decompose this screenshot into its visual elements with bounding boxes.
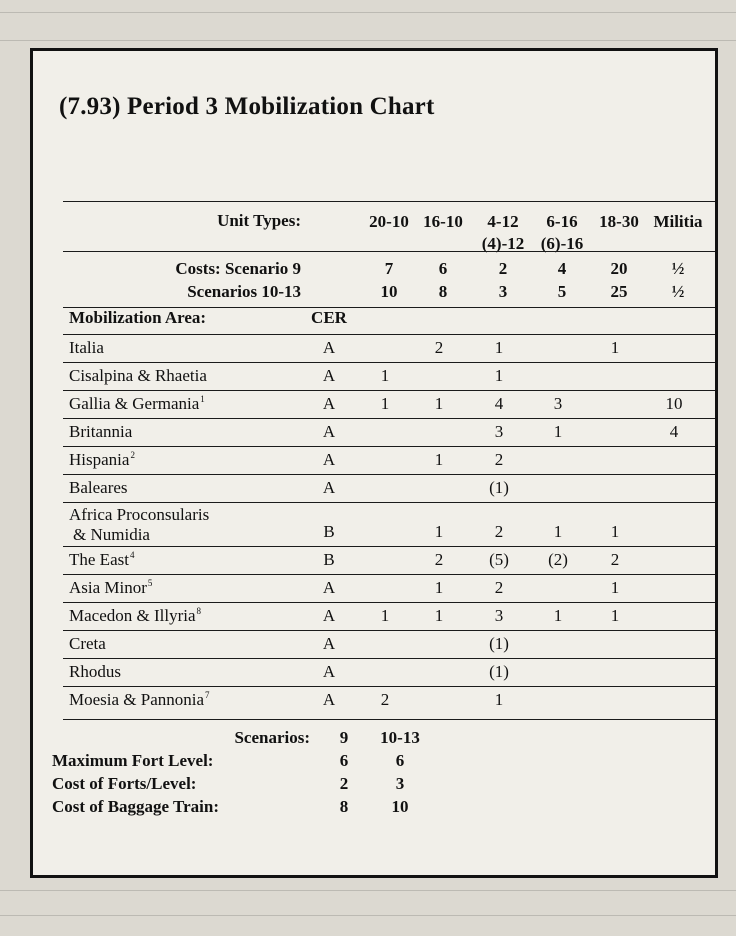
cost-s9-20-10: 7 <box>384 259 394 278</box>
footnote-marker: 2 <box>130 450 135 461</box>
area-cer: A <box>322 450 336 469</box>
area-name <box>69 550 134 570</box>
area-value-16-10: 2 <box>434 550 444 569</box>
cost-s1013-16-10: 8 <box>438 282 448 301</box>
area-value-16-10: 2 <box>434 338 444 357</box>
area-name-line1: Africa Proconsularis <box>69 505 210 524</box>
area-value-6-16: 1 <box>553 606 563 625</box>
area-value-6-16: 1 <box>553 422 563 441</box>
area-value-16-10: 1 <box>434 606 444 625</box>
cost-baggage-s1013: 10 <box>391 797 409 816</box>
area-cer: A <box>322 634 336 653</box>
row-rule <box>63 686 715 687</box>
rule <box>63 251 715 252</box>
row-rule <box>63 334 715 335</box>
area-value-militia: 4 <box>669 422 679 441</box>
row-rule <box>63 418 715 419</box>
area-name <box>69 366 207 386</box>
max-fort-level-s9: 6 <box>339 751 349 770</box>
area-cer: A <box>322 422 336 441</box>
area-value-4-12: 1 <box>494 690 504 709</box>
area-value-4-12: (1) <box>489 634 509 653</box>
area-name-text: The East <box>69 550 129 569</box>
cost-s9-4-12: 2 <box>498 259 508 278</box>
area-name <box>69 662 121 682</box>
scenario-9: 9 <box>339 728 349 747</box>
area-value-militia: 10 <box>665 394 683 413</box>
area-name <box>69 394 205 414</box>
cost-s1013-20-10: 10 <box>380 282 398 301</box>
cost-forts-s1013: 3 <box>395 774 405 793</box>
cost-s1013-18-30: 25 <box>610 282 628 301</box>
area-value-6-16: (2) <box>548 550 568 569</box>
area-value-6-16: 3 <box>553 394 563 413</box>
footnote-marker: 8 <box>196 606 202 617</box>
row-rule <box>63 630 715 631</box>
area-name-text: Creta <box>69 634 106 653</box>
row-rule <box>63 574 715 575</box>
cost-forts-label: Cost of Forts/Level: <box>52 774 197 793</box>
area-value-16-10: 1 <box>434 522 444 541</box>
cost-s9-18-30: 20 <box>610 259 628 278</box>
area-name <box>69 690 210 710</box>
area-value-20-10: 1 <box>380 394 390 413</box>
area-name-text: Moesia & Pannonia <box>69 690 205 709</box>
cost-s9-16-10: 6 <box>438 259 448 278</box>
row-rule <box>63 446 715 447</box>
footnote-marker: 1 <box>200 394 205 405</box>
unit-type-militia: Militia <box>653 212 703 231</box>
row-rule <box>63 474 715 475</box>
area-value-4-12: 1 <box>494 366 504 385</box>
area-value-4-12: 2 <box>494 450 504 469</box>
area-value-18-30: 1 <box>610 578 620 597</box>
area-name <box>69 578 152 598</box>
area-value-4-12: 2 <box>494 522 504 541</box>
area-cer: A <box>322 394 336 413</box>
area-cer: B <box>323 522 335 541</box>
unit-type-4-12: 4-12 (4)-12 <box>481 212 525 253</box>
row-rule <box>63 658 715 659</box>
rule <box>63 719 715 720</box>
unit-types-label: Unit Types: <box>217 211 301 230</box>
unit-type-16-10: 16-10 <box>423 212 463 231</box>
area-name-text: Rhodus <box>69 662 121 681</box>
area-value-18-30: 2 <box>610 550 620 569</box>
area-value-4-12: 2 <box>494 578 504 597</box>
area-value-4-12: (5) <box>489 550 509 569</box>
area-cer: A <box>322 662 336 681</box>
area-name-text: Cisalpina & Rhaetia <box>69 366 207 385</box>
footnote-marker: 5 <box>147 578 153 589</box>
row-rule <box>63 390 715 391</box>
footnote-marker: 4 <box>129 550 135 561</box>
mobilization-chart-card <box>30 48 718 878</box>
unit-type-6-16: 6-16 (6)-16 <box>540 212 584 253</box>
area-value-18-30: 1 <box>610 522 620 541</box>
area-value-16-10: 1 <box>434 450 444 469</box>
costs-scenario1013-label: Scenarios 10-13 <box>187 282 301 301</box>
mobilization-area-label: Mobilization Area: <box>69 308 207 327</box>
area-cer: A <box>322 690 336 709</box>
area-name <box>69 634 106 654</box>
cost-forts-s9: 2 <box>339 774 349 793</box>
chart-title: (7.93) Period 3 Mobilization Chart <box>59 93 435 120</box>
area-value-20-10: 1 <box>380 366 390 385</box>
area-value-16-10: 1 <box>434 394 444 413</box>
row-rule <box>63 362 715 363</box>
cer-label: CER <box>311 308 347 327</box>
max-fort-level-s1013: 6 <box>395 751 405 770</box>
area-value-18-30: 1 <box>610 606 620 625</box>
cost-s1013-6-16: 5 <box>557 282 567 301</box>
area-value-16-10: 1 <box>434 578 444 597</box>
area-value-4-12: (1) <box>489 478 509 497</box>
area-name-text: Baleares <box>69 478 128 497</box>
area-cer: B <box>323 550 335 569</box>
cost-s9-6-16: 4 <box>557 259 567 278</box>
scenarios-label: Scenarios: <box>234 728 310 747</box>
area-cer: A <box>322 606 336 625</box>
cost-s1013-4-12: 3 <box>498 282 508 301</box>
rule <box>63 201 715 202</box>
area-value-6-16: 1 <box>553 522 563 541</box>
area-name-text: Hispania <box>69 450 130 469</box>
area-value-4-12: (1) <box>489 662 509 681</box>
area-name-line2: & Numidia <box>73 525 150 544</box>
area-name <box>69 478 128 498</box>
area-name-text: Macedon & Illyria <box>69 606 196 625</box>
area-name-text: Gallia & Germania <box>69 394 200 413</box>
unit-type-18-30: 18-30 <box>599 212 639 231</box>
footnote-marker: 7 <box>205 690 210 701</box>
area-name-text: Britannia <box>69 422 133 441</box>
area-value-4-12: 4 <box>494 394 504 413</box>
area-name <box>69 422 132 442</box>
area-name <box>69 606 201 626</box>
row-rule <box>63 502 715 503</box>
area-name-text: Italia <box>69 338 104 357</box>
area-cer: A <box>322 478 336 497</box>
cost-s9-militia: ½ <box>671 259 685 278</box>
cost-baggage-s9: 8 <box>339 797 349 816</box>
cost-baggage-label: Cost of Baggage Train: <box>52 797 220 816</box>
area-cer: A <box>322 338 336 357</box>
area-value-18-30: 1 <box>610 338 620 357</box>
scenario-10-13: 10-13 <box>380 728 420 747</box>
area-value-4-12: 1 <box>494 338 504 357</box>
area-cer: A <box>322 578 336 597</box>
area-value-20-10: 1 <box>380 606 390 625</box>
area-name-text: Asia Minor <box>69 578 147 597</box>
row-rule <box>63 546 715 547</box>
max-fort-level-label: Maximum Fort Level: <box>52 751 214 770</box>
area-name <box>69 338 104 358</box>
area-value-4-12: 3 <box>494 606 504 625</box>
area-name <box>69 505 209 545</box>
unit-type-20-10: 20-10 <box>369 212 409 231</box>
costs-scenario9-label: Costs: Scenario 9 <box>175 259 301 278</box>
area-name <box>69 450 135 470</box>
area-value-4-12: 3 <box>494 422 504 441</box>
cost-s1013-militia: ½ <box>671 282 685 301</box>
area-cer: A <box>322 366 336 385</box>
row-rule <box>63 602 715 603</box>
area-value-20-10: 2 <box>380 690 390 709</box>
